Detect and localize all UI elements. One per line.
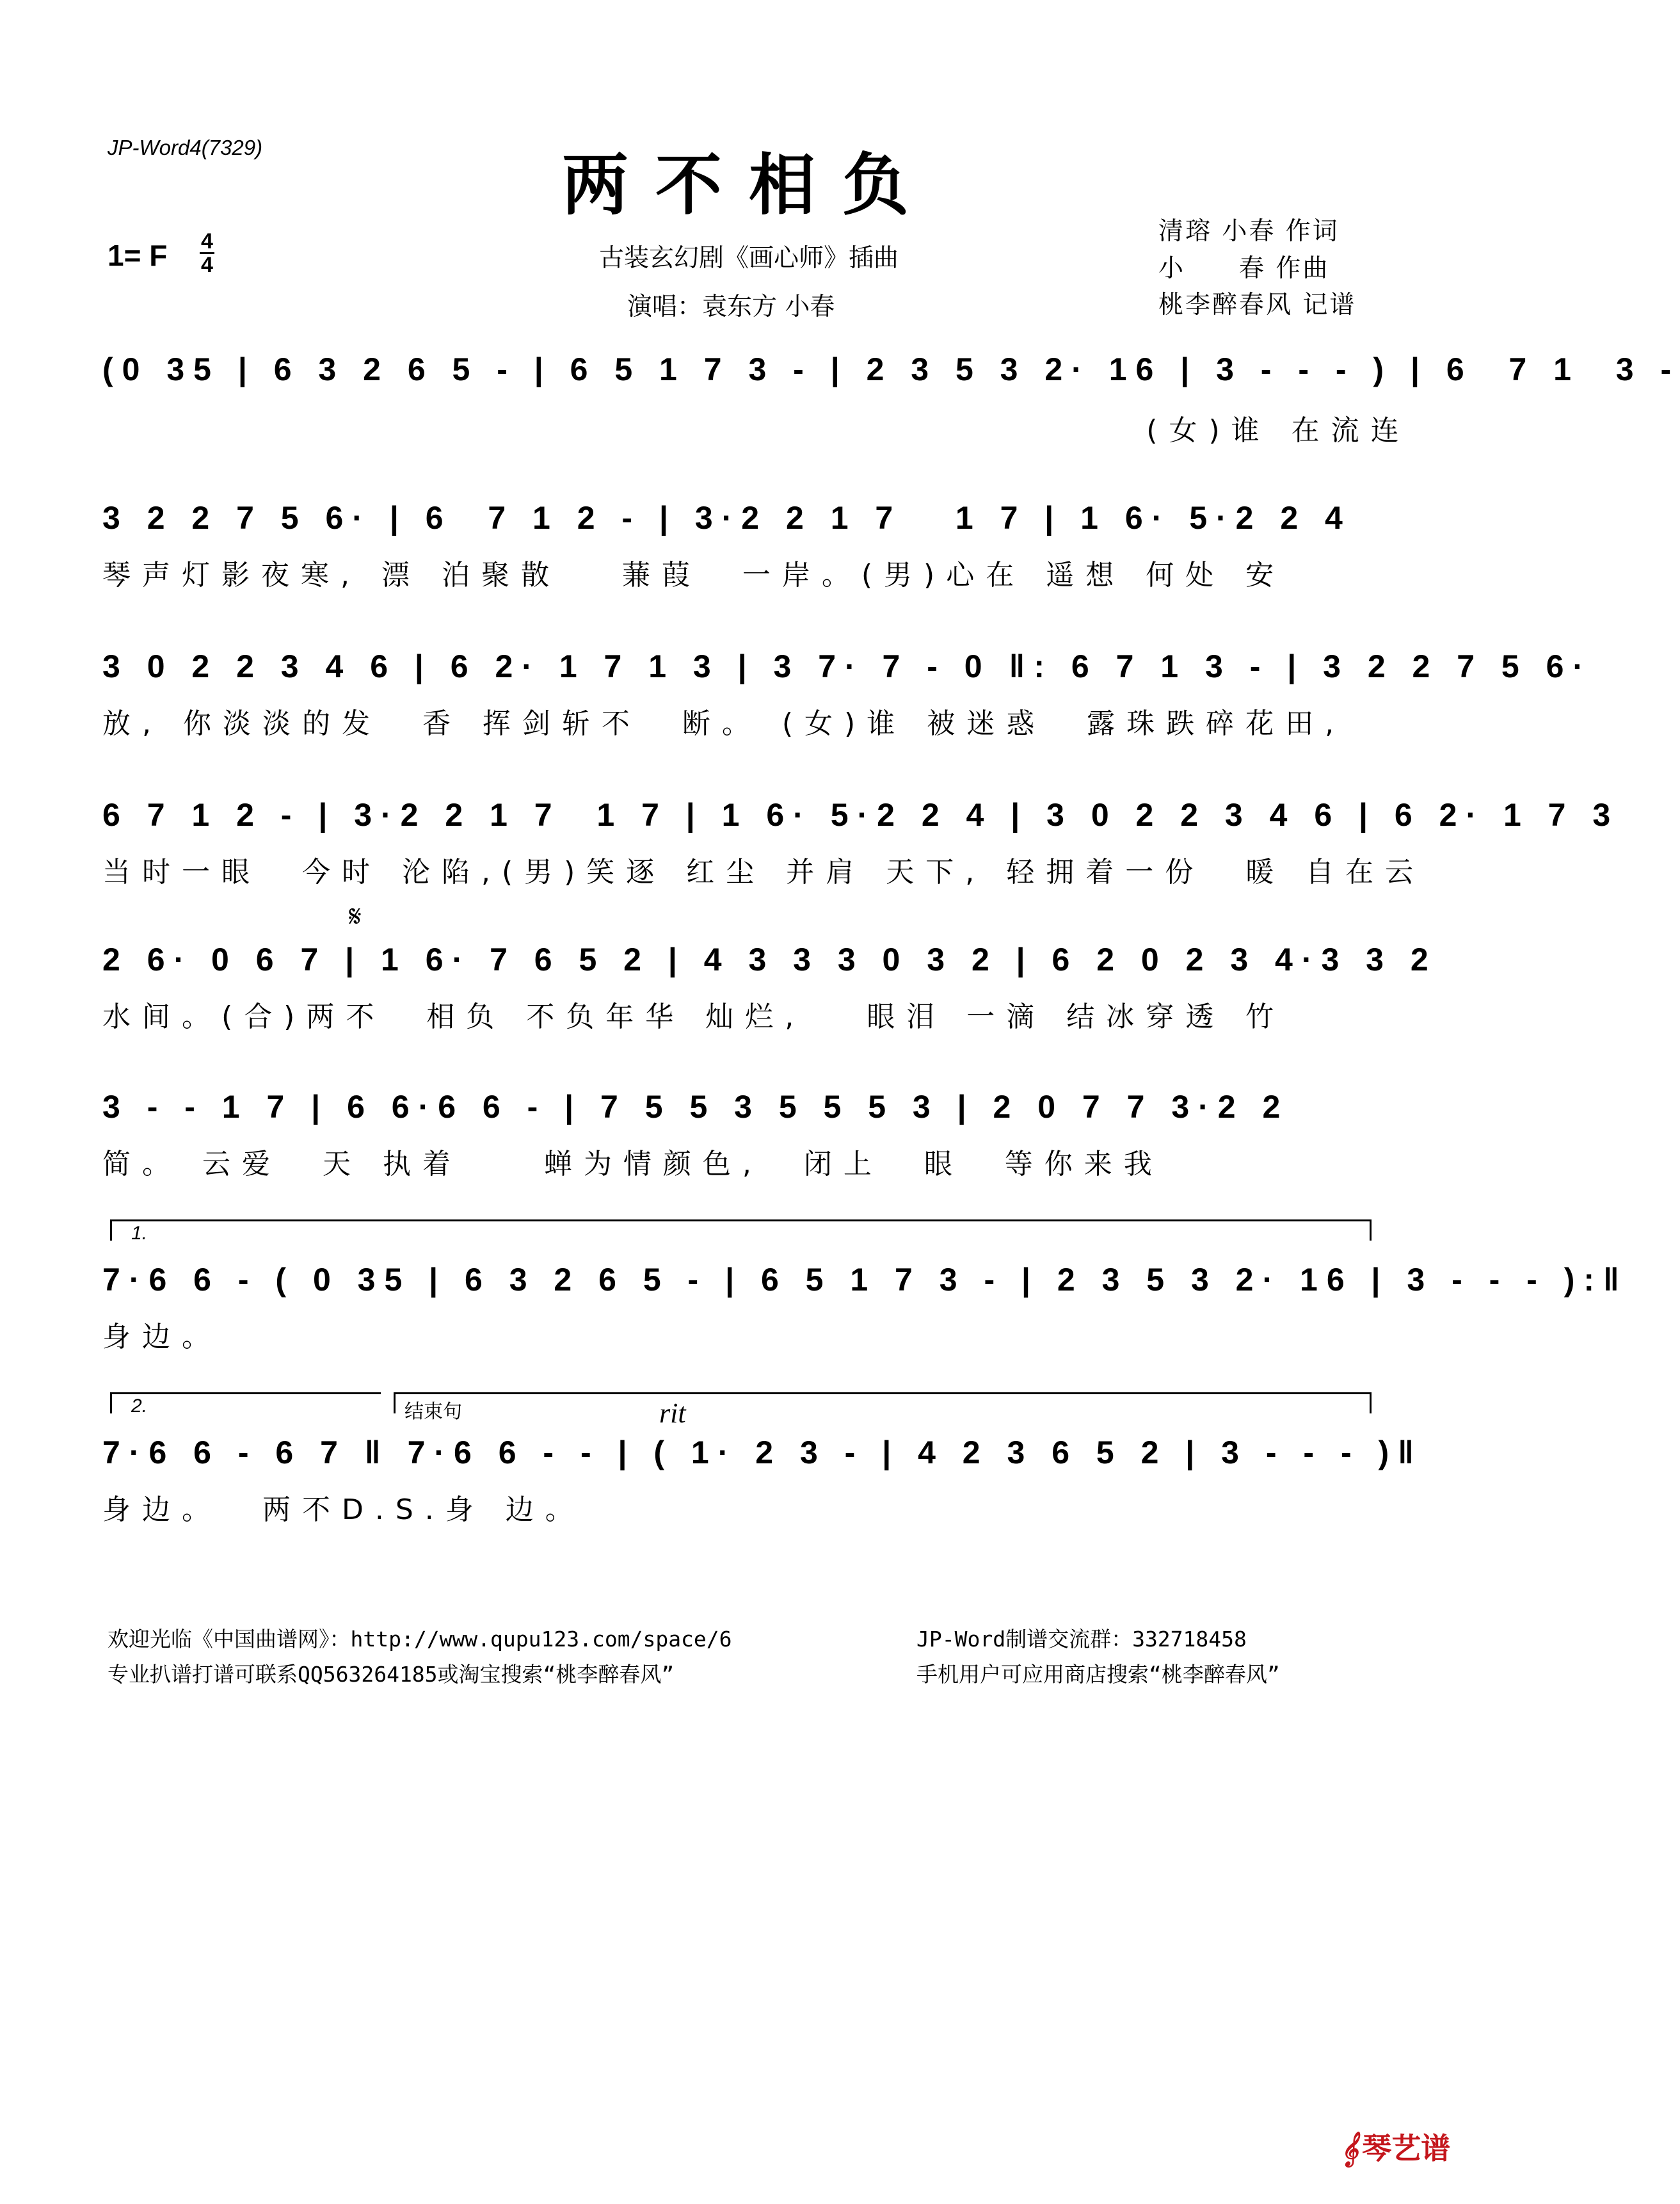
footer-app-hint: 手机用户可应用商店搜索“桃李醉春风”	[916, 1662, 1280, 1687]
lyrics-row: 放, 你淡淡的发 香 挥剑斩不 断。 (女)谁 被迷惑 露珠跌碎花田,	[102, 707, 1346, 740]
time-signature-numerator: 4	[201, 229, 213, 253]
footer-contact: 专业扒谱打谱可联系QQ563264185或淘宝搜索“桃李醉春风”	[108, 1662, 675, 1687]
lyrics-row: (女)谁 在流连	[102, 414, 1411, 447]
footer-site-link: 欢迎光临《中国曲谱网》：http://www.qupu123.com/space/6	[108, 1627, 732, 1652]
lyrics-row: 水间。(合)两不 相负 不负年华 灿烂, 眼泪 一滴 结冰穿透 竹	[102, 1001, 1286, 1033]
credit-transcriber: 桃李醉春风 记谱	[1158, 291, 1357, 319]
watermark-logo	[1341, 2125, 1450, 2168]
notation-row: 6 7 1 2 - | 3·2 2 1 7 1 7 | 1 6· 5·2 2 4 | 3 0 2 2 3 4 6 | 6 2· 1 7 3	[102, 797, 1620, 833]
lyrics-row: 琴声灯影夜寒, 漂 泊聚散 蒹葭 一岸。(男)心在 遥想 何处 安	[102, 559, 1286, 591]
coda-label: 结束句	[404, 1401, 462, 1422]
credit-lyricist: 清瑢 小春 作词	[1158, 217, 1340, 246]
notation-row: 3 0 2 2 3 4 6 | 6 2· 1 7 1 3 | 3 7· 7 - 0 ‖: 6 7 1 3 - | 3 2 2 7 5 6·	[102, 648, 1593, 684]
second-ending-bracket	[110, 1392, 381, 1413]
page-title: 两不相负	[561, 145, 936, 224]
second-ending-label: 2.	[131, 1396, 148, 1417]
lyrics-row: 简。 云爱 天 执着 蝉为情颜色, 闭上 眼 等你来我	[102, 1148, 1164, 1180]
credit-composer: 小 春 作曲	[1158, 254, 1330, 283]
footer-group: JP-Word制谱交流群：332718458	[916, 1627, 1247, 1652]
notation-row: 7·6 6 - 6 7 ‖ 7·6 6 - - | ( 1· 2 3 - | 4 2 3 6 5 2 | 3 - - - )‖	[102, 1435, 1423, 1470]
notation-row: 7·6 6 - ( 0 35 | 6 3 2 6 5 - | 6 5 1 7 3 - | 2 3 5 3 2· 16 | 3 - - - ):‖	[102, 1262, 1628, 1298]
notation-row: (0 35 | 6 3 2 6 5 - | 6 5 1 7 3 - | 2 3 5 3 2· 16 | 3 - - - ) | 6 7 1 3 -	[102, 351, 1680, 387]
notation-row: 3 2 2 7 5 6· | 6 7 1 2 - | 3·2 2 1 7 1 7 | 1 6· 5·2 2 4	[102, 500, 1352, 536]
notation-row: 3 - - 1 7 | 6 6·6 6 - | 7 5 5 3 5 5 5 3 | 2 0 7 7 3·2 2	[102, 1089, 1290, 1125]
first-ending-label: 1.	[131, 1223, 148, 1244]
watermark-text: 琴艺谱	[1362, 2131, 1451, 2166]
ritardando-mark: rit	[659, 1397, 686, 1429]
coda-bracket	[394, 1392, 1372, 1413]
singer: 演唱：袁东方 小春	[627, 293, 835, 321]
logo-icon: 𝄞	[1341, 2131, 1359, 2166]
subtitle: 古装玄幻剧《画心师》插曲	[598, 244, 899, 273]
key-signature: 1= F	[108, 239, 168, 272]
first-ending-bracket	[110, 1219, 1372, 1241]
notation-row: 2 6· 0 6 7 | 1 6· 7 6 5 2 | 4 3 3 3 0 3 2 | 6 2 0 2 3 4·3 3 2	[102, 942, 1437, 977]
lyrics-row: 身边。 两不D.S.身 边。	[102, 1493, 585, 1526]
lyrics-row: 身边。	[102, 1321, 221, 1353]
time-signature-denominator: 4	[201, 253, 213, 277]
app-version: JP-Word4(7329)	[108, 136, 263, 159]
segno-mark: 𝄋	[349, 900, 362, 933]
lyrics-row: 当时一眼 今时 沦陷,(男)笑逐 红尘 并肩 天下, 轻拥着一份 暖 自在云	[102, 856, 1425, 889]
